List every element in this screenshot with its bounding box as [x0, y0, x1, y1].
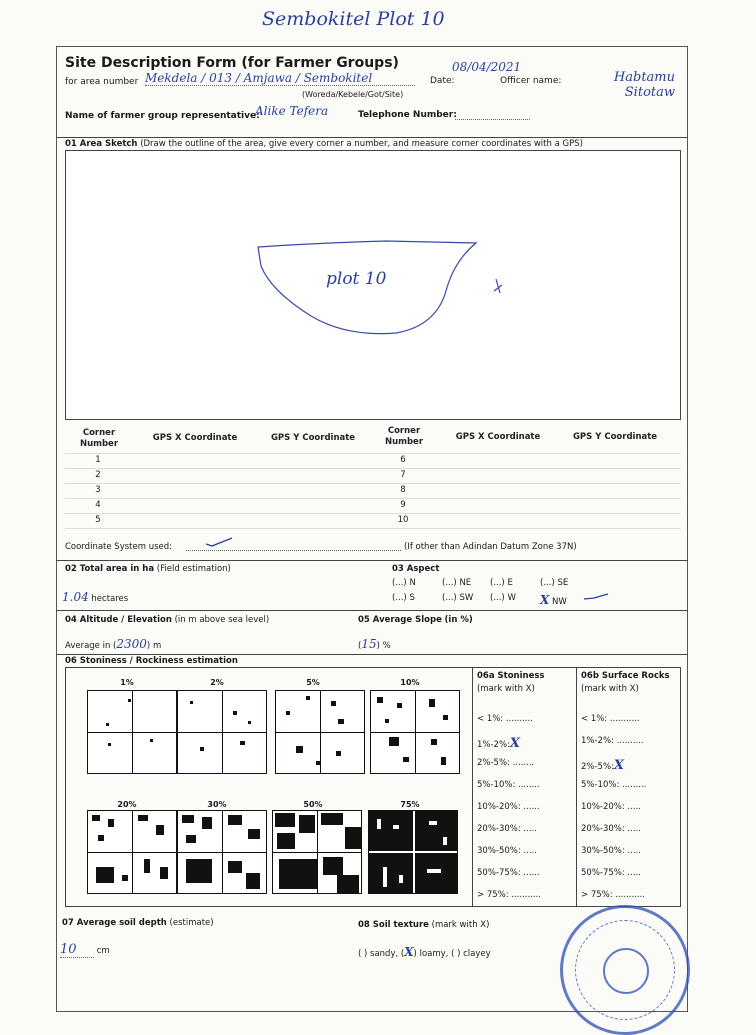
- check-mark-icon: [204, 536, 234, 548]
- telephone-field[interactable]: [455, 110, 530, 120]
- date-label: Date:: [430, 76, 455, 86]
- soil-texture-mark: X: [404, 945, 414, 959]
- form-title: Site Description Form (for Farmer Groups): [65, 55, 399, 71]
- pattern-label: 20%: [117, 800, 137, 809]
- stoniness-mark: X: [509, 736, 520, 751]
- soil-texture-heading: [358, 920, 489, 930]
- stoniness-divider: [576, 667, 577, 907]
- stoniness-col-a-title: 06a Stoniness: [477, 671, 545, 681]
- corner-number: 9: [400, 500, 406, 510]
- date-field[interactable]: 08/04/2021: [452, 60, 522, 74]
- table-row[interactable]: [65, 483, 681, 484]
- stoniness-col-b-hint: (mark with X): [581, 684, 639, 694]
- aspect-option-s[interactable]: (...) S: [392, 593, 415, 603]
- surface-rocks-option-label: 2%-5%:: [581, 762, 614, 772]
- stoniness-option-label: 1%-2%:: [477, 740, 510, 750]
- total-area-field[interactable]: 1.04: [62, 590, 89, 604]
- aspect-option-n[interactable]: (...) N: [392, 578, 416, 588]
- area-sketch-title: 01 Area Sketch: [65, 139, 138, 149]
- gps-header-y-right: GPS Y Coordinate: [572, 432, 658, 442]
- pattern-label: 10%: [400, 678, 420, 687]
- soil-texture-hint: (mark with X): [431, 920, 490, 930]
- corner-number: 3: [95, 485, 101, 495]
- corner-number: 7: [400, 470, 406, 480]
- pattern-label: 5%: [306, 678, 320, 687]
- slope-heading: [358, 615, 473, 625]
- total-area-heading: [65, 564, 231, 574]
- soil-depth-unit: cm: [96, 946, 110, 956]
- area-number-field[interactable]: Mekdela / 013 / Amjawa / Sembokitel: [145, 71, 415, 86]
- stoniness-option[interactable]: 5%-10%: ........: [477, 780, 540, 790]
- section-divider: [56, 137, 688, 138]
- coordinate-system-suffix: (If other than Adindan Datum Zone 37N): [404, 542, 577, 552]
- total-area-row: [62, 590, 128, 604]
- surface-rocks-option[interactable]: 50%-75%: .....: [581, 868, 641, 878]
- stoniness-divider: [472, 667, 473, 907]
- handwritten-header-note: Sembokitel Plot 10: [262, 8, 445, 30]
- slope-title: 05 Average Slope: [358, 615, 442, 625]
- stoniness-option[interactable]: 50%-75%: ......: [477, 868, 540, 878]
- area-sketch-instruction: (Draw the outline of the area, give every corner a number, and measure corner coordinates with a GPS): [140, 139, 583, 149]
- altitude-title: 04 Altitude / Elevation: [65, 615, 172, 625]
- stoniness-option[interactable]: > 75%: ...........: [477, 890, 542, 900]
- gps-header-x-left: GPS X Coordinate: [152, 433, 238, 443]
- aspect-option-nw-label: NW: [552, 597, 567, 607]
- area-number-label: for area number: [65, 77, 139, 87]
- stoniness-pattern-30: [177, 810, 267, 894]
- corner-number: 8: [400, 485, 406, 495]
- stoniness-option[interactable]: 10%-20%: ......: [477, 802, 540, 812]
- altitude-hint: (in m above sea level): [174, 615, 270, 625]
- table-row[interactable]: [65, 498, 681, 499]
- aspect-option-nw[interactable]: [540, 593, 567, 607]
- stoniness-option[interactable]: [477, 736, 520, 751]
- officer-name-label: Officer name:: [500, 76, 562, 86]
- stoniness-pattern-1: [87, 690, 177, 774]
- stoniness-col-b-title: 06b Surface Rocks: [581, 671, 670, 681]
- slope-suffix: ) %: [376, 641, 391, 651]
- stoniness-pattern-75: [368, 810, 458, 894]
- sketch-area[interactable]: [65, 150, 681, 420]
- aspect-option-sw[interactable]: (...) SW: [442, 593, 474, 603]
- stoniness-pattern-5: [275, 690, 365, 774]
- soil-texture-row: [358, 945, 491, 959]
- soil-depth-hint: (estimate): [169, 918, 214, 928]
- official-stamp-icon: [560, 905, 690, 1035]
- total-area-unit: hectares: [91, 594, 129, 604]
- slope-field[interactable]: 15: [361, 637, 377, 651]
- surface-rocks-option[interactable]: 10%-20%: .....: [581, 802, 641, 812]
- coordinate-system-field[interactable]: [186, 540, 401, 551]
- soil-texture-loamy[interactable]: (X) loamy,: [400, 945, 449, 959]
- officer-name-field[interactable]: Habtamu Sitotaw: [613, 70, 675, 100]
- table-row[interactable]: [65, 453, 681, 454]
- section-divider: [56, 610, 688, 611]
- section-divider: [56, 560, 688, 561]
- corner-number: 6: [400, 455, 406, 465]
- altitude-prefix: Average in (: [65, 641, 117, 651]
- gps-header-x-right: GPS X Coordinate: [455, 432, 541, 442]
- aspect-option-ne[interactable]: (...) NE: [442, 578, 472, 588]
- altitude-field[interactable]: 2300: [116, 637, 147, 651]
- soil-texture-clayey[interactable]: ( ) clayey: [451, 949, 491, 959]
- area-number-hint: (Woreda/Kebele/Got/Site): [302, 90, 404, 99]
- soil-depth-title: 07 Average soil depth: [62, 918, 167, 928]
- soil-depth-heading: [62, 918, 214, 928]
- stoniness-option[interactable]: < 1%: ..........: [477, 714, 533, 724]
- check-mark-icon: [582, 592, 612, 602]
- aspect-option-w[interactable]: (...) W: [490, 593, 516, 603]
- representative-label: Name of farmer group representative:: [65, 111, 260, 121]
- table-row[interactable]: [65, 528, 681, 529]
- corner-number: 2: [95, 470, 101, 480]
- telephone-label: Telephone Number:: [358, 110, 457, 120]
- aspect-selected-mark: X: [540, 593, 550, 607]
- stoniness-pattern-20: [87, 810, 177, 894]
- aspect-option-se[interactable]: (...) SE: [540, 578, 569, 588]
- surface-rocks-option[interactable]: 5%-10%: .........: [581, 780, 647, 790]
- aspect-option-e[interactable]: (...) E: [490, 578, 513, 588]
- pattern-label: 75%: [400, 800, 420, 809]
- pattern-label: 30%: [207, 800, 227, 809]
- slope-hint: (in %): [444, 615, 473, 625]
- surface-rocks-option[interactable]: > 75%: ...........: [581, 890, 646, 900]
- stoniness-option[interactable]: 20%-30%: .....: [477, 824, 537, 834]
- section-divider: [56, 654, 688, 655]
- soil-texture-title: 08 Soil texture: [358, 920, 429, 930]
- surface-rocks-mark: X: [613, 758, 624, 773]
- table-row[interactable]: [65, 513, 681, 514]
- slope-row: (15) %: [358, 637, 391, 651]
- stoniness-col-a-hint: (mark with X): [477, 684, 535, 694]
- surface-rocks-option[interactable]: 30%-50%: .....: [581, 846, 641, 856]
- stoniness-pattern-10: [370, 690, 460, 774]
- table-row[interactable]: [65, 468, 681, 469]
- pattern-label: 1%: [120, 678, 134, 687]
- altitude-suffix: ) m: [146, 641, 162, 651]
- representative-field[interactable]: Alike Tefera: [255, 104, 329, 118]
- corner-number: 10: [397, 515, 409, 525]
- stoniness-option[interactable]: 2%-5%: ........: [477, 758, 535, 768]
- gps-header-corner-left: Corner Number: [79, 428, 119, 449]
- pattern-label: 2%: [210, 678, 224, 687]
- aspect-heading: 03 Aspect: [392, 564, 440, 574]
- stamp-emblem-icon: [603, 948, 649, 994]
- soil-texture-sandy[interactable]: ( ) sandy,: [358, 949, 399, 959]
- corner-number: 1: [95, 455, 101, 465]
- gps-header-y-left: GPS Y Coordinate: [270, 433, 356, 443]
- total-area-title: 02 Total area in ha: [65, 564, 155, 574]
- surface-rocks-option[interactable]: 1%-2%: ..........: [581, 736, 644, 746]
- soil-depth-row: [60, 942, 110, 958]
- stoniness-pattern-2: [177, 690, 267, 774]
- stoniness-option[interactable]: 30%-50%: .....: [477, 846, 537, 856]
- plot-label: plot 10: [326, 269, 387, 289]
- area-sketch-heading: [65, 139, 583, 149]
- surface-rocks-option[interactable]: 20%-30%: .....: [581, 824, 641, 834]
- corner-number: 5: [95, 515, 101, 525]
- surface-rocks-option[interactable]: < 1%: ...........: [581, 714, 640, 724]
- soil-texture-loamy-label: loamy,: [419, 949, 449, 959]
- stoniness-heading: 06 Stoniness / Rockiness estimation: [65, 656, 238, 666]
- altitude-heading: [65, 615, 269, 625]
- total-area-hint: (Field estimation): [156, 564, 231, 574]
- soil-depth-field[interactable]: 10: [60, 942, 94, 958]
- pattern-label: 50%: [303, 800, 323, 809]
- stoniness-pattern-50: [272, 810, 362, 894]
- surface-rocks-option[interactable]: [581, 758, 624, 773]
- coordinate-system-label: Coordinate System used:: [65, 542, 173, 552]
- altitude-row: [65, 637, 161, 651]
- gps-header-corner-right: Corner Number: [384, 426, 424, 447]
- corner-number: 4: [95, 500, 101, 510]
